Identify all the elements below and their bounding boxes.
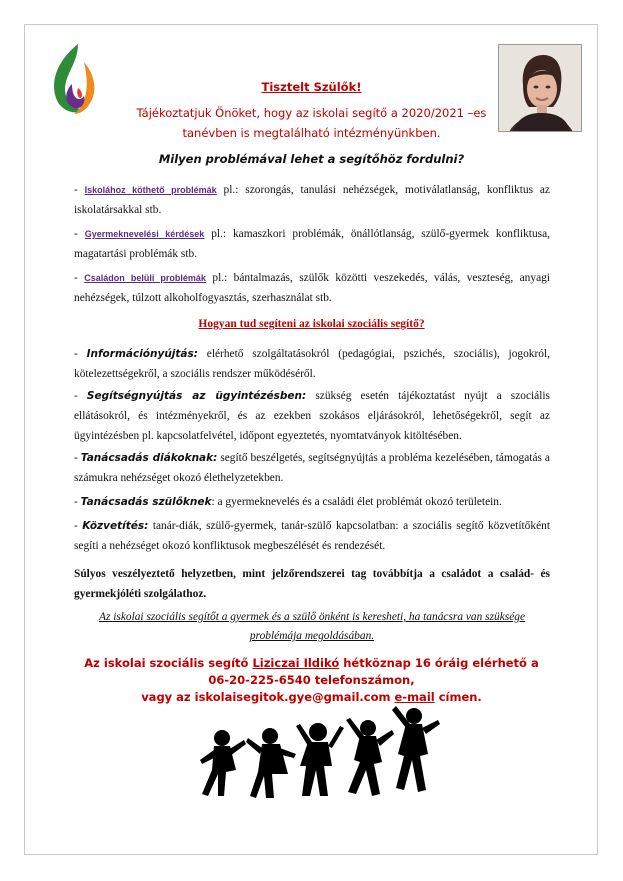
problem-item-parenting: - Gyermeknevelési kérdések pl.: kamaszkori problémák, önállótlanság, szülő-gyermek konfliktusa, magatartási problémák stb. — [74, 228, 550, 260]
service-student-counseling: - Tanácsadás diákoknak: segítő beszélgetés, segítségnyújtás a probléma kezelésében, támogatás a számukra nehézséget okozó élethelyzetekben. — [74, 452, 550, 484]
email-link[interactable]: e-mail — [394, 690, 435, 704]
greeting-line-1: Tájékoztatjuk Önöket, hogy az iskolai segítő a 2020/2021 –es — [136, 106, 487, 120]
greeting-line-2: tanévben is megtalálható intézményünkben. — [182, 126, 441, 140]
how-help-heading: Hogyan tud segíteni az iskolai szociális segítő? — [198, 318, 425, 330]
danger-notice: Súlyos veszélyeztető helyzetben, mint jelzőrendszerei tag továbbítja a családot a család- és gyermekjóléti szolgálathoz. — [74, 568, 550, 600]
service-administration: - Segítségnyújtás az ügyintézésben: szükség esetén tájékoztatást nyújt a szociális ellátásokról, és intézményekről, és az ezekben szokásos eljárásokról, lehetőségekről, segít az ügyintézésben pl. kapcsolatfelvétel, időpont egyeztetés, nyomtatványok kitöltésében. — [74, 390, 550, 442]
contact-phone: 06-20-225-6540 telefonszámon, — [208, 673, 415, 687]
service-information: - Információnyújtás: elérhető szolgáltatásokról (pedagógiai, pszichés, szociális), jogokról, kötelezettségekről, a szociális rendszer működéséről. — [74, 348, 550, 380]
contact-line-1: Az iskolai szociális segítő Liziczai Ildikó hétköznap 16 óráig elérhető a — [84, 656, 539, 670]
problem-term-link[interactable]: Iskolához köthető problémák — [84, 185, 217, 195]
dancing-children-illustration — [200, 700, 440, 800]
voluntary-note: Az iskolai szociális segítőt a gyermek és a szülő önként is keresheti, ha tanácsra van szüksége problémája megoldásában. — [98, 611, 526, 642]
contact-line-3: vagy az iskolaisegitok.gye@gmail.com e-mail címen. — [141, 690, 482, 704]
greeting-title: Tisztelt Szülők! — [261, 80, 362, 94]
service-mediation: - Közvetítés: tanár-diák, szülő-gyermek, tanár-szülő kapcsolatban: a szociális segítő közvetítőként segíti a nehézséget okozó konfliktusok megbeszélését és rendezését. — [74, 520, 550, 552]
problem-term-link[interactable]: Gyermeknevelési kérdések — [84, 229, 205, 239]
helper-name: Liziczai Ildikó — [252, 656, 340, 670]
problem-term-link[interactable]: Családon belüli problémák — [84, 273, 206, 283]
service-parent-counseling: - Tanácsadás szülőknek: a gyermeknevelés és a családi élet problémát okozó területein. — [74, 496, 502, 508]
problem-item-family: - Családon belüli problémák pl.: bántalmazás, szülők közötti veszekedés, válás, veszteség, anyagi nehézségek, túlzott alkoholfogyasztás, szerhasználat stb. — [74, 272, 550, 304]
problem-item-school: - Iskolához köthető problémák pl.: szorongás, tanulási nehézségek, motiválatlanság, konfliktus az iskolatársakkal stb. — [74, 184, 550, 216]
question-heading: Milyen problémával lehet a segítőhöz fordulni? — [158, 152, 465, 166]
